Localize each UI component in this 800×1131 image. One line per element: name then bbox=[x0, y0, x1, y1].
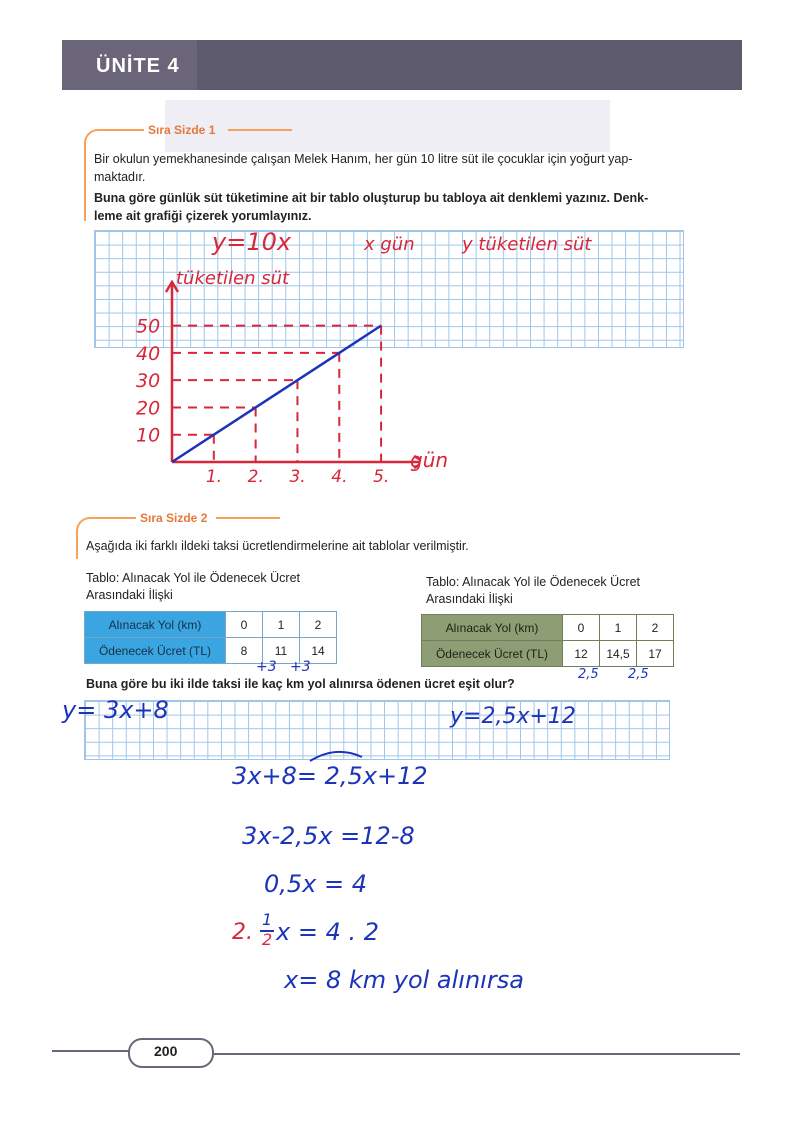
hw-step4-equation: x = 4 . 2 bbox=[276, 918, 379, 946]
hw-step3: 0,5x = 4 bbox=[264, 870, 368, 898]
table2-row-fee bbox=[422, 641, 674, 667]
section2-title: Sıra Sizde 2 bbox=[140, 511, 208, 525]
table2-cell: 12 bbox=[563, 641, 600, 667]
hw-step4-numerator: 1 bbox=[262, 910, 273, 929]
section1-paragraph bbox=[94, 149, 694, 226]
question-line-2: leme ait grafiği çizerek yorumlayınız. bbox=[94, 209, 312, 223]
section2-line-right bbox=[216, 517, 280, 519]
x-axis-title: gün bbox=[410, 448, 449, 472]
y-tick-label: 10 bbox=[136, 424, 161, 447]
decorative-stripe bbox=[165, 100, 610, 152]
table2-caption-line-1: Tablo: Alınacak Yol ile Ödenecek Ücret bbox=[426, 575, 641, 589]
table2-cell: 14,5 bbox=[600, 641, 637, 667]
table2-caption bbox=[426, 574, 640, 608]
table2-caption-line-2: Arasındaki İlişki bbox=[426, 592, 513, 606]
hand-drawn-chart bbox=[120, 280, 420, 490]
hw-step2: 3x-2,5x =12-8 bbox=[242, 822, 415, 850]
table1-cell: 0 bbox=[226, 612, 263, 638]
section2-line-left bbox=[116, 517, 136, 519]
table2-cell: 0 bbox=[563, 615, 600, 641]
hw-eq2: y=2,5x+12 bbox=[450, 704, 576, 729]
table1-caption-line-1: Tablo: Alınacak Yol ile Ödenecek Ücret bbox=[86, 571, 301, 585]
table1-note: +3 bbox=[290, 659, 311, 675]
hw-eq1: y= 3x+8 bbox=[62, 696, 169, 724]
table2-cell: 1 bbox=[600, 615, 637, 641]
x-tick-label: 1. bbox=[205, 467, 223, 487]
y-tick-label: 40 bbox=[136, 342, 161, 365]
x-tick-label: 2. bbox=[247, 467, 264, 487]
table2-note: 2,5 bbox=[628, 667, 649, 682]
hw-step1: 3x+8= 2,5x+12 bbox=[232, 762, 428, 790]
hw-step4-denominator: 2 bbox=[262, 930, 273, 949]
footer-line-left bbox=[52, 1050, 130, 1052]
page-number: 200 bbox=[154, 1043, 178, 1059]
section2-question: Buna göre bu iki ilde taksi ile kaç km yol alınırsa ödenen ücret eşit olur? bbox=[86, 677, 515, 691]
table2-cell: 17 bbox=[637, 641, 674, 667]
footer-line-right bbox=[210, 1053, 740, 1055]
paragraph-line-1: Bir okulun yemekhanesinde çalışan Melek Hanım, her gün 10 litre süt ile çocuklar için yoğurt yap- bbox=[94, 152, 633, 166]
y-axis-title: tüketilen süt bbox=[176, 268, 290, 289]
x-tick-label: 4. bbox=[331, 467, 348, 487]
table1-caption-line-2: Arasındaki İlişki bbox=[86, 588, 173, 602]
data-line bbox=[172, 326, 381, 462]
table1-caption bbox=[86, 570, 300, 604]
paragraph-line-2: maktadır. bbox=[94, 170, 146, 184]
hw-equation: y=10x bbox=[212, 228, 292, 256]
question-line-1: Buna göre günlük süt tüketimine ait bir tablo oluşturup bu tabloya ait denklemi yazınız. Denk- bbox=[94, 191, 649, 205]
table1-cell: 11 bbox=[263, 638, 300, 664]
table1-cell: 2 bbox=[300, 612, 337, 638]
table2-row-label: Alınacak Yol (km) bbox=[422, 615, 563, 641]
hw-step4 bbox=[232, 910, 412, 954]
hw-y-note: y tüketilen süt bbox=[462, 234, 592, 255]
table1-row-distance bbox=[85, 612, 337, 638]
table2-note: 2,5 bbox=[578, 667, 599, 682]
y-tick-label: 20 bbox=[136, 397, 161, 420]
hw-x-note: x gün bbox=[364, 234, 415, 255]
section2-intro: Aşağıda iki farklı ildeki taksi ücretlendirmelerine ait tablolar verilmiştir. bbox=[86, 539, 469, 553]
table1-row-label: Alınacak Yol (km) bbox=[85, 612, 226, 638]
unit-title: ÜNİTE 4 bbox=[96, 55, 180, 77]
table1-cell: 1 bbox=[263, 612, 300, 638]
hw-step5: x= 8 km yol alınırsa bbox=[284, 966, 524, 994]
hw-step4-multiplier: 2. bbox=[232, 920, 253, 945]
y-tick-label: 50 bbox=[136, 315, 161, 338]
grid-paper-2 bbox=[84, 700, 670, 760]
section1-title: Sıra Sizde 1 bbox=[148, 123, 216, 137]
table2-row-label: Ödenecek Ücret (TL) bbox=[422, 641, 563, 667]
x-tick-label: 5. bbox=[373, 467, 390, 487]
table-1 bbox=[84, 611, 337, 664]
section1-line-left bbox=[124, 129, 144, 131]
table1-cell: 8 bbox=[226, 638, 263, 664]
x-tick-label: 3. bbox=[289, 467, 306, 487]
table1-note: +3 bbox=[256, 659, 277, 675]
table2-row-distance bbox=[422, 615, 674, 641]
section1-line-right bbox=[228, 129, 292, 131]
y-tick-label: 30 bbox=[136, 370, 161, 393]
table1-cell: 14 bbox=[300, 638, 337, 664]
table2-cell: 2 bbox=[637, 615, 674, 641]
table-2 bbox=[421, 614, 674, 667]
table1-row-label: Ödenecek Ücret (TL) bbox=[85, 638, 226, 664]
